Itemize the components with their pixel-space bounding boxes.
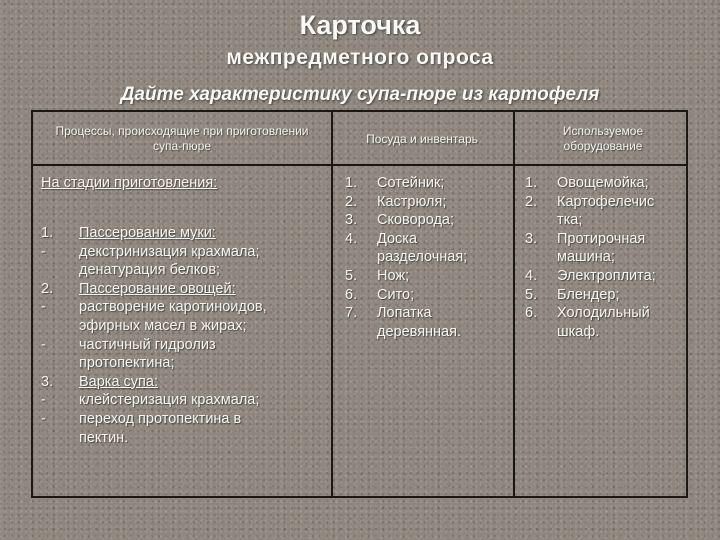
process-item-marker: 2. bbox=[41, 280, 54, 297]
process-item bbox=[33, 243, 331, 262]
equipment-item-marker: 6. bbox=[525, 305, 538, 322]
process-item-marker bbox=[33, 261, 79, 280]
utensil-item bbox=[337, 304, 513, 323]
equipment-item-text: шкаф. bbox=[557, 323, 600, 340]
process-item-marker: 1. bbox=[41, 225, 54, 241]
process-item-text: декстринизация крахмала; bbox=[79, 243, 260, 260]
equipment-item-marker: 3. bbox=[525, 230, 538, 247]
process-item-marker: - bbox=[41, 243, 46, 260]
utensil-item bbox=[337, 230, 513, 249]
column-divider-1 bbox=[331, 112, 333, 496]
utensil-item-text: Кастрюля; bbox=[377, 193, 447, 210]
utensil-item-marker: 6. bbox=[345, 286, 358, 303]
utensil-item-text: Сито; bbox=[377, 286, 415, 303]
process-item-marker: - bbox=[41, 336, 46, 353]
process-item-text: протопектина; bbox=[79, 355, 175, 372]
process-item bbox=[33, 280, 331, 299]
equipment-item-marker: 4. bbox=[525, 267, 538, 284]
utensil-item bbox=[337, 323, 513, 342]
process-item-text: эфирных масел в жирах; bbox=[79, 317, 247, 334]
equipment-item-marker: 5. bbox=[525, 286, 538, 303]
utensil-item-marker: 2. bbox=[345, 193, 358, 210]
equipment-item-text: Электроплита; bbox=[557, 267, 656, 284]
equipment-list bbox=[517, 174, 687, 341]
process-item bbox=[33, 224, 331, 243]
utensil-item-marker bbox=[337, 323, 377, 342]
utensil-item-marker: 5. bbox=[345, 267, 358, 284]
equipment-item-text: Картофелечис bbox=[557, 193, 655, 210]
process-item-text: переход протопектина в bbox=[79, 410, 242, 427]
process-item-marker bbox=[33, 354, 79, 373]
process-item-text: Пассерование овощей: bbox=[79, 280, 236, 297]
equipment-item-text: тка; bbox=[557, 212, 583, 229]
utensil-item bbox=[337, 211, 513, 230]
equipment-item-text: машина; bbox=[557, 249, 615, 266]
process-list bbox=[33, 224, 331, 447]
equipment-item bbox=[517, 267, 687, 286]
equipment-item bbox=[517, 174, 687, 193]
equipment-item-marker: 1. bbox=[525, 175, 538, 191]
card-title: Карточка bbox=[299, 10, 421, 40]
process-item bbox=[33, 373, 331, 392]
header-equipment: Используемое оборудование bbox=[562, 124, 644, 153]
header-processes: Процессы, происходящие при приготовлении супа-пюре bbox=[55, 124, 309, 153]
process-item-text: частичный гидролиз bbox=[79, 336, 216, 353]
utensil-item-marker bbox=[337, 248, 377, 267]
equipment-item-marker bbox=[517, 211, 557, 230]
equipment-item bbox=[517, 286, 687, 305]
process-item-marker: 3. bbox=[41, 373, 54, 390]
equipment-item bbox=[517, 304, 687, 323]
task-heading: Дайте характеристику супа-пюре из картофеля bbox=[120, 84, 600, 105]
equipment-item bbox=[517, 248, 687, 267]
process-item bbox=[33, 410, 331, 429]
utensil-item-text: разделочная; bbox=[377, 249, 468, 266]
process-item bbox=[33, 391, 331, 410]
equipment-item-text: Протирочная bbox=[557, 230, 646, 247]
utensil-item-text: Сотейник; bbox=[377, 175, 445, 191]
utensil-item-marker: 3. bbox=[345, 212, 358, 229]
equipment-item bbox=[517, 193, 687, 212]
equipment-item bbox=[517, 323, 687, 342]
process-item-text: Варка супа: bbox=[79, 373, 158, 390]
utensil-item bbox=[337, 248, 513, 267]
process-item bbox=[33, 261, 331, 280]
column-divider-2 bbox=[513, 112, 515, 496]
equipment-item-text: Холодильный bbox=[557, 305, 650, 322]
process-item-text: растворение каротиноидов, bbox=[79, 299, 267, 316]
stage-label: На стадии приготовления: bbox=[41, 175, 218, 191]
process-item bbox=[33, 354, 331, 373]
equipment-item-marker: 2. bbox=[525, 193, 538, 210]
process-item-text: Пассерование муки: bbox=[79, 225, 216, 241]
utensil-item bbox=[337, 267, 513, 286]
info-table bbox=[31, 110, 688, 498]
process-item-marker: - bbox=[41, 392, 46, 409]
equipment-item-text: Овощемойка; bbox=[557, 175, 649, 191]
process-item-marker: - bbox=[41, 410, 46, 427]
process-item-text: денатурация белков; bbox=[79, 262, 221, 279]
equipment-item bbox=[517, 211, 687, 230]
header-divider bbox=[33, 164, 686, 166]
utensil-item bbox=[337, 174, 513, 193]
utensil-item-marker: 1. bbox=[345, 175, 358, 191]
utensil-item bbox=[337, 286, 513, 305]
process-item bbox=[33, 429, 331, 448]
equipment-item-text: Блендер; bbox=[557, 286, 620, 303]
header-utensils: Посуда и инвентарь bbox=[366, 131, 478, 146]
process-item-marker bbox=[33, 429, 79, 448]
process-item-text: пектин. bbox=[79, 429, 129, 446]
utensil-item-text: Доска bbox=[377, 230, 418, 247]
card-subtitle: межпредметного опроса bbox=[226, 46, 494, 69]
process-item bbox=[33, 298, 331, 317]
utensil-item-text: Лопатка bbox=[377, 305, 432, 322]
utensil-list bbox=[337, 174, 513, 341]
utensil-item-text: Сковорода; bbox=[377, 212, 455, 229]
utensil-item-text: деревянная. bbox=[377, 323, 462, 340]
equipment-item bbox=[517, 230, 687, 249]
process-item-marker: - bbox=[41, 299, 46, 316]
process-item bbox=[33, 336, 331, 355]
utensil-item-marker: 4. bbox=[345, 230, 358, 247]
process-item-marker bbox=[33, 317, 79, 336]
utensil-item-text: Нож; bbox=[377, 267, 410, 284]
process-item bbox=[33, 317, 331, 336]
equipment-item-marker bbox=[517, 323, 557, 342]
utensil-item-marker: 7. bbox=[345, 305, 358, 322]
process-item-text: клейстеризация крахмала; bbox=[79, 392, 260, 409]
equipment-item-marker bbox=[517, 248, 557, 267]
utensil-item bbox=[337, 193, 513, 212]
